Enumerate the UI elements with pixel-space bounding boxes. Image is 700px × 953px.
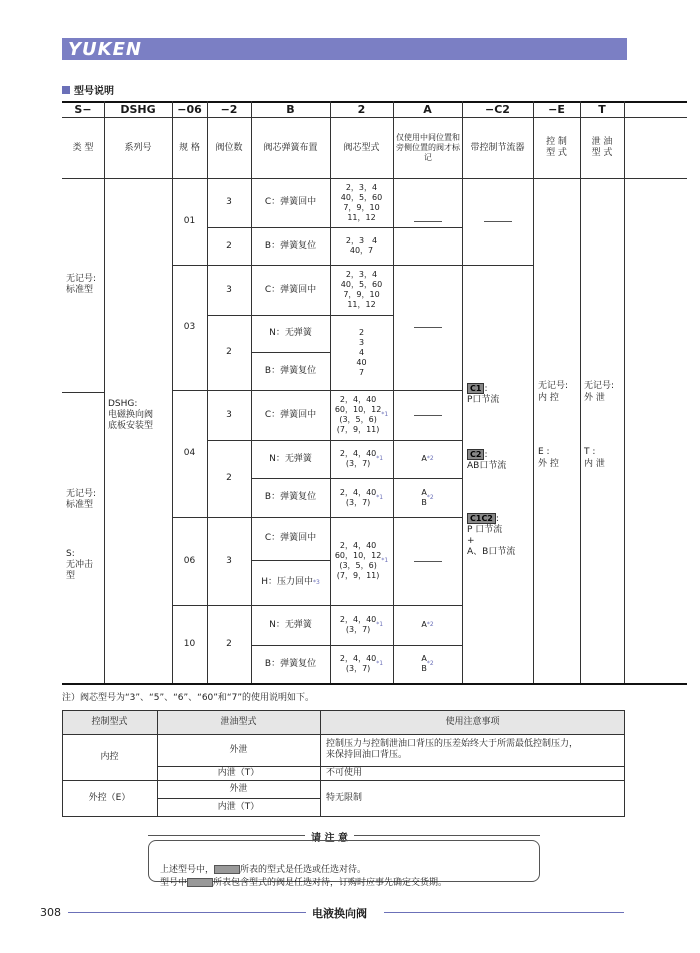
code-spool: 2 xyxy=(357,103,366,116)
header-throttle: 带控制节流器 xyxy=(470,142,525,153)
spring-04-b: B：弹簧复位 xyxy=(264,492,317,502)
t2-internal: 内控 xyxy=(100,751,119,762)
header-series: 系列号 xyxy=(124,142,152,153)
control-external: E : 外 控 xyxy=(538,447,559,469)
code-positions: −2 xyxy=(220,103,238,116)
type-standard-2: 无记号: 标准型 xyxy=(66,489,97,510)
footnote-sup-1: *1 xyxy=(381,557,389,564)
mark-10-n: A *2 xyxy=(421,620,434,629)
notice-line-2: 型号中 所表包含型式的阀是任选对待，订购时应事先确定交货期。 xyxy=(160,878,448,888)
mark-04-n: A *2 xyxy=(421,454,434,463)
t2-note1: 控制压力与控制泄油口背压的压差始终大于所需最低控制压力， 来保持回油口背压。 xyxy=(326,739,579,760)
spool-03-c: 2，3，4 40，5，60 7，9，10 11，12 xyxy=(340,270,383,309)
swatch-included xyxy=(187,878,213,887)
positions-01-3: 3 xyxy=(226,197,232,207)
throttle-c1: C1 : P口节流 xyxy=(467,384,500,405)
positions-03-3: 3 xyxy=(226,284,232,295)
notice-line-1: 上述型号中， 所表的型式是任选或任选对待。 xyxy=(160,865,367,875)
size-01: 01 xyxy=(183,216,196,226)
spring-03-b: B：弹簧复位 xyxy=(264,365,317,376)
header-mark: 仅使用中间位置和旁侧位置的阀才标记 xyxy=(396,133,460,162)
code-spring: B xyxy=(286,103,295,116)
drain-external: 无记号: 外 泄 xyxy=(584,381,615,403)
footer-line-right xyxy=(384,912,624,913)
header-spool: 阀芯型式 xyxy=(343,142,380,153)
header-size: 规 格 xyxy=(179,142,200,153)
mark-04-b: A B *2 xyxy=(421,487,434,507)
mark-03-dash xyxy=(393,265,462,390)
footnote-sup-1: *1 xyxy=(376,455,384,462)
size-04: 04 xyxy=(183,448,196,458)
mark-04-dash xyxy=(393,390,462,440)
header-positions: 阀位数 xyxy=(215,142,243,153)
spring-03-n: N：无弹簧 xyxy=(269,328,312,338)
code-mark: A xyxy=(423,103,432,116)
t2-note2: 不可使用 xyxy=(326,767,363,778)
footnote-sup-2: *2 xyxy=(426,621,434,628)
spring-10-n: N：无弹簧 xyxy=(269,619,312,630)
spring-10-b: B：弹簧复位 xyxy=(264,658,317,669)
section-title: 型号说明 xyxy=(62,82,114,97)
t2-note3: 特无限制 xyxy=(326,792,363,803)
spool-10-n: 2，4，40 (3，7) *1 xyxy=(339,615,384,634)
size-06: 06 xyxy=(183,555,196,566)
code-size: −06 xyxy=(177,103,202,116)
mark-06-dash xyxy=(393,517,462,605)
code-series: DSHG xyxy=(120,103,156,116)
footnote-sup-1: *1 xyxy=(376,493,384,501)
positions-04-2: 2 xyxy=(226,473,232,483)
usage-table xyxy=(62,710,625,816)
footnote-sup-1: *1 xyxy=(376,660,384,667)
spool-10-b: 2，4，40 (3，7) *1 xyxy=(339,654,384,673)
size-03: 03 xyxy=(183,322,196,332)
throttle-01-dash xyxy=(462,178,533,265)
spring-01-b: B：弹簧复位 xyxy=(264,240,317,251)
spool-06: 2，4，40 60，10，12 (3，5，6) (7，9，11) *1 xyxy=(334,541,389,580)
code-drain: T xyxy=(598,103,606,116)
type-shockless: S: 无冲击 型 xyxy=(66,548,94,581)
t2-int-drain: 内泄（T） xyxy=(217,767,260,778)
positions-10-2: 2 xyxy=(226,638,232,649)
footnote-sup-2: *2 xyxy=(426,455,434,462)
mark-10-b: A B *2 xyxy=(421,654,434,673)
spring-06-c: C：弹簧回中 xyxy=(264,533,317,543)
throttle-c1c2: C1C2 : P 口节流 + A、B口节流 xyxy=(467,514,516,557)
spring-04-n: N：无弹簧 xyxy=(269,453,312,464)
series-dshg: DSHG: 电磁换向阀 底板安装型 xyxy=(108,398,154,431)
drain-internal: T : 内 泄 xyxy=(584,447,605,469)
t2-int-drain-2: 内泄（T） xyxy=(217,801,260,812)
brand-logo: YUKEN xyxy=(68,39,142,60)
spool-note: 注）阀芯型号为“3”、“5”、“6”、“60”和“7”的使用说明如下。 xyxy=(62,693,314,703)
spool-01-c: 2，3，4 40，5，60 7，9，10 11，12 xyxy=(340,182,383,222)
spring-03-c: C：弹簧回中 xyxy=(264,284,317,295)
positions-06-3: 3 xyxy=(226,555,232,566)
spool-04-c: 2，4，40 60，10，12 (3，5，6) (7，9，11) *1 xyxy=(334,395,389,434)
mark-01-dash xyxy=(393,178,462,265)
positions-01-2: 2 xyxy=(226,240,232,251)
t2-header-drain: 泄油型式 xyxy=(220,716,257,727)
footnote-sup-3: *3 xyxy=(312,579,320,586)
code-type: S− xyxy=(74,103,92,116)
header-drain: 泄 油 型 式 xyxy=(591,137,613,158)
t2-ext-drain: 外泄 xyxy=(229,744,248,755)
footer-line-left xyxy=(68,912,306,913)
footnote-sup-1: *1 xyxy=(381,411,389,418)
code-control: −E xyxy=(548,103,565,116)
t2-external: 外控（E） xyxy=(88,792,131,803)
spool-04-n: 2，4，40 (3，7) *1 xyxy=(339,449,384,468)
footnote-sup-1: *1 xyxy=(376,621,384,628)
type-standard: 无记号: 标准型 xyxy=(66,274,97,295)
t2-header-notes: 使用注意事项 xyxy=(445,716,500,727)
spool-04-b: 2，4，40 (3，7) *1 xyxy=(339,487,384,507)
header-spring: 阀芯弹簧布置 xyxy=(263,142,318,153)
spool-03-nb: 2 3 4 40 7 xyxy=(356,327,367,377)
t2-header-control: 控制型式 xyxy=(91,716,128,727)
spring-06-h: H：压力回中 *3 xyxy=(261,577,320,587)
control-internal: 无记号: 内 控 xyxy=(538,381,569,403)
footnote-sup-2: *2 xyxy=(426,493,434,501)
header-type: 类 型 xyxy=(72,142,94,153)
positions-04-3: 3 xyxy=(226,409,232,420)
page-number: 308 xyxy=(40,906,61,919)
spring-01-c: C：弹簧回中 xyxy=(264,197,317,207)
t2-ext-drain-2: 外泄 xyxy=(229,783,248,794)
notice-title: 请 注 意 xyxy=(305,829,354,844)
size-10: 10 xyxy=(183,638,196,649)
spring-04-c: C：弹簧回中 xyxy=(264,409,317,420)
throttle-c2: C2 : AB口节流 xyxy=(467,450,507,471)
code-throttle: −C2 xyxy=(485,103,510,116)
spool-01-b: 2，3 4 40，7 xyxy=(345,236,378,255)
positions-03-2: 2 xyxy=(226,347,232,357)
header-control: 控 制 型 式 xyxy=(546,137,567,158)
footnote-sup-2: *2 xyxy=(426,660,434,667)
footer-title: 电液换向阀 xyxy=(312,907,367,920)
